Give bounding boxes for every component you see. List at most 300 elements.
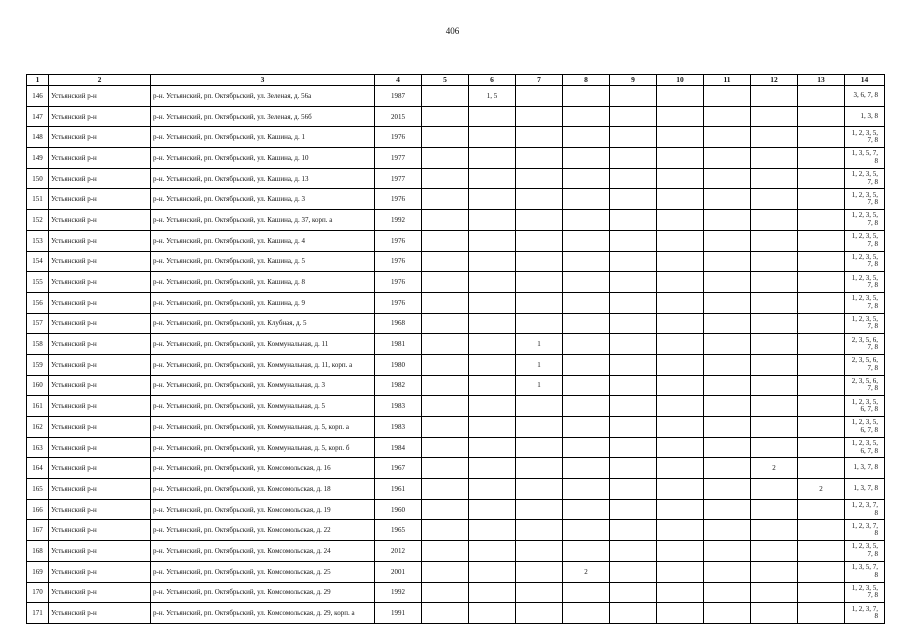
table-cell-col-9 xyxy=(610,396,657,417)
table-cell-col-11 xyxy=(704,168,751,189)
table-row xyxy=(27,106,885,127)
table-cell-col-9 xyxy=(610,458,657,479)
table-cell-col-5 xyxy=(422,582,469,603)
table-cell-col-3: р-н. Устьянский, рп. Октябрьский, ул. Кашина, д. 3 xyxy=(151,189,375,210)
table-cell-col-4: 1992 xyxy=(375,582,422,603)
table-cell-col-6: 1, 5 xyxy=(469,86,516,107)
table-cell-col-12 xyxy=(751,168,798,189)
table-cell-col-10 xyxy=(657,417,704,438)
table-cell-col-9 xyxy=(610,437,657,458)
table-cell-col-13 xyxy=(798,603,845,624)
table-cell-col-11 xyxy=(704,396,751,417)
table-cell-col-8 xyxy=(563,541,610,562)
table-cell-col-6 xyxy=(469,396,516,417)
table-cell-col-7 xyxy=(516,520,563,541)
table-cell-col-1: 171 xyxy=(27,603,49,624)
table-row xyxy=(27,86,885,107)
table-row xyxy=(27,354,885,375)
table-row xyxy=(27,292,885,313)
column-header-11: 11 xyxy=(704,75,751,86)
table-cell-col-2: Устьянский р-н xyxy=(49,417,151,438)
table-cell-col-2: Устьянский р-н xyxy=(49,354,151,375)
table-cell-col-11 xyxy=(704,582,751,603)
column-header-1: 1 xyxy=(27,75,49,86)
table-cell-col-13 xyxy=(798,437,845,458)
column-header-14: 14 xyxy=(845,75,885,86)
table-cell-col-1: 156 xyxy=(27,292,49,313)
table-cell-col-1: 151 xyxy=(27,189,49,210)
table-cell-col-1: 170 xyxy=(27,582,49,603)
table-cell-col-5 xyxy=(422,334,469,355)
table-cell-col-12 xyxy=(751,210,798,231)
table-cell-col-10 xyxy=(657,582,704,603)
table-cell-col-8 xyxy=(563,396,610,417)
table-cell-col-7 xyxy=(516,127,563,148)
table-cell-col-10 xyxy=(657,354,704,375)
table-cell-col-5 xyxy=(422,127,469,148)
table-cell-col-5 xyxy=(422,458,469,479)
table-cell-col-13 xyxy=(798,230,845,251)
column-header-9: 9 xyxy=(610,75,657,86)
table-cell-col-4: 1984 xyxy=(375,437,422,458)
table-cell-col-9 xyxy=(610,210,657,231)
table-cell-col-2: Устьянский р-н xyxy=(49,603,151,624)
table-cell-col-1: 147 xyxy=(27,106,49,127)
table-cell-col-9 xyxy=(610,168,657,189)
table-cell-col-10 xyxy=(657,561,704,582)
table-cell-col-11 xyxy=(704,272,751,293)
table-cell-col-1: 155 xyxy=(27,272,49,293)
table-cell-col-9 xyxy=(610,148,657,169)
table-cell-col-11 xyxy=(704,479,751,500)
table-cell-col-1: 153 xyxy=(27,230,49,251)
table-row xyxy=(27,520,885,541)
table-cell-col-14: 1, 2, 3, 5, 7, 8 xyxy=(845,272,885,293)
table-cell-col-13 xyxy=(798,148,845,169)
table-cell-col-12 xyxy=(751,189,798,210)
table-cell-col-5 xyxy=(422,396,469,417)
table-cell-col-7: 1 xyxy=(516,354,563,375)
table-cell-col-7 xyxy=(516,292,563,313)
table-row xyxy=(27,375,885,396)
table-cell-col-3: р-н. Устьянский, рп. Октябрьский, ул. Комсомольская, д. 29, корп. а xyxy=(151,603,375,624)
table-cell-col-3: р-н. Устьянский, рп. Октябрьский, ул. Комсомольская, д. 29 xyxy=(151,582,375,603)
table-cell-col-9 xyxy=(610,541,657,562)
table-cell-col-12 xyxy=(751,582,798,603)
table-cell-col-14: 1, 2, 3, 5, 7, 8 xyxy=(845,541,885,562)
table-row xyxy=(27,479,885,500)
table-cell-col-14: 1, 2, 3, 5, 6, 7, 8 xyxy=(845,437,885,458)
table-cell-col-3: р-н. Устьянский, рп. Октябрьский, ул. Комсомольская, д. 19 xyxy=(151,499,375,520)
table-cell-col-13 xyxy=(798,168,845,189)
column-header-13: 13 xyxy=(798,75,845,86)
table-cell-col-10 xyxy=(657,458,704,479)
table-cell-col-2: Устьянский р-н xyxy=(49,230,151,251)
table-cell-col-4: 2012 xyxy=(375,541,422,562)
table-cell-col-5 xyxy=(422,499,469,520)
table-cell-col-4: 1983 xyxy=(375,417,422,438)
table-cell-col-2: Устьянский р-н xyxy=(49,561,151,582)
table-cell-col-12 xyxy=(751,334,798,355)
table-cell-col-12 xyxy=(751,437,798,458)
table-cell-col-9 xyxy=(610,86,657,107)
column-header-5: 5 xyxy=(422,75,469,86)
table-cell-col-13 xyxy=(798,458,845,479)
table-cell-col-2: Устьянский р-н xyxy=(49,210,151,231)
table-cell-col-6 xyxy=(469,582,516,603)
table-cell-col-6 xyxy=(469,458,516,479)
table-cell-col-3: р-н. Устьянский, рп. Октябрьский, ул. Коммунальная, д. 5 xyxy=(151,396,375,417)
column-header-7: 7 xyxy=(516,75,563,86)
table-cell-col-7: 1 xyxy=(516,334,563,355)
table-cell-col-10 xyxy=(657,189,704,210)
table-cell-col-12 xyxy=(751,106,798,127)
table-cell-col-5 xyxy=(422,313,469,334)
table-cell-col-12 xyxy=(751,417,798,438)
table-cell-col-7 xyxy=(516,396,563,417)
table-cell-col-3: р-н. Устьянский, рп. Октябрьский, ул. Коммунальная, д. 5, корп. б xyxy=(151,437,375,458)
table-cell-col-6 xyxy=(469,479,516,500)
table-cell-col-5 xyxy=(422,479,469,500)
table-cell-col-1: 157 xyxy=(27,313,49,334)
table-cell-col-10 xyxy=(657,499,704,520)
table-cell-col-8 xyxy=(563,479,610,500)
column-header-4: 4 xyxy=(375,75,422,86)
column-header-12: 12 xyxy=(751,75,798,86)
table-cell-col-7 xyxy=(516,272,563,293)
table-cell-col-11 xyxy=(704,189,751,210)
table-cell-col-14: 1, 2, 3, 7, 8 xyxy=(845,499,885,520)
table-cell-col-1: 152 xyxy=(27,210,49,231)
table-cell-col-7 xyxy=(516,168,563,189)
table-cell-col-8: 2 xyxy=(563,561,610,582)
table-cell-col-4: 1981 xyxy=(375,334,422,355)
column-header-3: 3 xyxy=(151,75,375,86)
table-cell-col-2: Устьянский р-н xyxy=(49,334,151,355)
table-cell-col-10 xyxy=(657,230,704,251)
table-cell-col-13 xyxy=(798,106,845,127)
table-cell-col-10 xyxy=(657,334,704,355)
table-cell-col-8 xyxy=(563,334,610,355)
table-row xyxy=(27,168,885,189)
table-cell-col-2: Устьянский р-н xyxy=(49,148,151,169)
table-cell-col-5 xyxy=(422,354,469,375)
table-cell-col-12 xyxy=(751,499,798,520)
table-cell-col-1: 158 xyxy=(27,334,49,355)
table-cell-col-13 xyxy=(798,582,845,603)
table-cell-col-7 xyxy=(516,458,563,479)
table-cell-col-4: 1976 xyxy=(375,292,422,313)
table-cell-col-14: 1, 2, 3, 7, 8 xyxy=(845,520,885,541)
table-cell-col-1: 166 xyxy=(27,499,49,520)
table-cell-col-10 xyxy=(657,272,704,293)
table-cell-col-1: 150 xyxy=(27,168,49,189)
table-cell-col-9 xyxy=(610,603,657,624)
table-cell-col-13 xyxy=(798,334,845,355)
table-cell-col-1: 146 xyxy=(27,86,49,107)
table-cell-col-9 xyxy=(610,520,657,541)
table-cell-col-6 xyxy=(469,292,516,313)
table-cell-col-2: Устьянский р-н xyxy=(49,251,151,272)
table-cell-col-10 xyxy=(657,148,704,169)
table-cell-col-1: 168 xyxy=(27,541,49,562)
table-cell-col-10 xyxy=(657,396,704,417)
table-cell-col-3: р-н. Устьянский, рп. Октябрьский, ул. Зеленая, д. 56б xyxy=(151,106,375,127)
table-cell-col-6 xyxy=(469,272,516,293)
table-cell-col-12 xyxy=(751,479,798,500)
table-cell-col-12 xyxy=(751,313,798,334)
table-cell-col-13 xyxy=(798,210,845,231)
table-cell-col-9 xyxy=(610,251,657,272)
table-cell-col-8 xyxy=(563,292,610,313)
table-cell-col-5 xyxy=(422,148,469,169)
table-cell-col-8 xyxy=(563,127,610,148)
table-cell-col-11 xyxy=(704,561,751,582)
table-cell-col-1: 163 xyxy=(27,437,49,458)
table-cell-col-14: 3, 6, 7, 8 xyxy=(845,86,885,107)
table-row xyxy=(27,561,885,582)
table-cell-col-9 xyxy=(610,499,657,520)
table-cell-col-2: Устьянский р-н xyxy=(49,168,151,189)
table-cell-col-5 xyxy=(422,230,469,251)
table-cell-col-8 xyxy=(563,499,610,520)
table-cell-col-11 xyxy=(704,458,751,479)
table-row xyxy=(27,334,885,355)
table-body xyxy=(27,86,885,624)
table-cell-col-4: 1982 xyxy=(375,375,422,396)
table-cell-col-14: 1, 2, 3, 5, 7, 8 xyxy=(845,582,885,603)
table-cell-col-5 xyxy=(422,520,469,541)
table-cell-col-4: 1976 xyxy=(375,272,422,293)
table-cell-col-14: 1, 2, 3, 5, 7, 8 xyxy=(845,168,885,189)
table-cell-col-3: р-н. Устьянский, рп. Октябрьский, ул. Комсомольская, д. 24 xyxy=(151,541,375,562)
table-cell-col-3: р-н. Устьянский, рп. Октябрьский, ул. Комсомольская, д. 16 xyxy=(151,458,375,479)
table-cell-col-4: 1961 xyxy=(375,479,422,500)
table-cell-col-7 xyxy=(516,582,563,603)
table-cell-col-3: р-н. Устьянский, рп. Октябрьский, ул. Кашина, д. 9 xyxy=(151,292,375,313)
table-cell-col-5 xyxy=(422,189,469,210)
table-cell-col-6 xyxy=(469,354,516,375)
table-cell-col-12 xyxy=(751,354,798,375)
table-cell-col-10 xyxy=(657,520,704,541)
table-cell-col-1: 149 xyxy=(27,148,49,169)
table-cell-col-2: Устьянский р-н xyxy=(49,520,151,541)
table-row xyxy=(27,148,885,169)
table-cell-col-2: Устьянский р-н xyxy=(49,127,151,148)
column-header-6: 6 xyxy=(469,75,516,86)
table-cell-col-5 xyxy=(422,417,469,438)
table-cell-col-7 xyxy=(516,230,563,251)
table-cell-col-13 xyxy=(798,375,845,396)
page-number: 406 xyxy=(445,26,460,36)
table-cell-col-3: р-н. Устьянский, рп. Октябрьский, ул. Кашина, д. 13 xyxy=(151,168,375,189)
table-cell-col-12 xyxy=(751,292,798,313)
table-cell-col-3: р-н. Устьянский, рп. Октябрьский, ул. Кашина, д. 4 xyxy=(151,230,375,251)
table-cell-col-5 xyxy=(422,168,469,189)
table-row xyxy=(27,189,885,210)
table-cell-col-12 xyxy=(751,230,798,251)
table-cell-col-4: 2015 xyxy=(375,106,422,127)
table-cell-col-14: 1, 3, 7, 8 xyxy=(845,458,885,479)
table-cell-col-12 xyxy=(751,272,798,293)
table-cell-col-14: 1, 2, 3, 5, 6, 7, 8 xyxy=(845,417,885,438)
table-row xyxy=(27,582,885,603)
table-cell-col-14: 1, 3, 5, 7, 8 xyxy=(845,148,885,169)
table-row xyxy=(27,272,885,293)
table-cell-col-2: Устьянский р-н xyxy=(49,437,151,458)
table-cell-col-7 xyxy=(516,210,563,231)
table-cell-col-3: р-н. Устьянский, рп. Октябрьский, ул. Комсомольская, д. 25 xyxy=(151,561,375,582)
table-cell-col-12 xyxy=(751,148,798,169)
table-cell-col-4: 1977 xyxy=(375,168,422,189)
table-cell-col-5 xyxy=(422,603,469,624)
table-cell-col-6 xyxy=(469,437,516,458)
table-cell-col-13 xyxy=(798,561,845,582)
table-cell-col-5 xyxy=(422,86,469,107)
table-cell-col-10 xyxy=(657,210,704,231)
table-cell-col-3: р-н. Устьянский, рп. Октябрьский, ул. Кашина, д. 37, корп. а xyxy=(151,210,375,231)
table-cell-col-2: Устьянский р-н xyxy=(49,541,151,562)
table-cell-col-11 xyxy=(704,148,751,169)
table-row xyxy=(27,417,885,438)
table-cell-col-9 xyxy=(610,561,657,582)
table-cell-col-1: 164 xyxy=(27,458,49,479)
table-cell-col-11 xyxy=(704,292,751,313)
table-cell-col-3: р-н. Устьянский, рп. Октябрьский, ул. Комсомольская, д. 18 xyxy=(151,479,375,500)
table-cell-col-9 xyxy=(610,334,657,355)
table-cell-col-9 xyxy=(610,417,657,438)
table-cell-col-10 xyxy=(657,541,704,562)
table-cell-col-10 xyxy=(657,603,704,624)
table-cell-col-9 xyxy=(610,127,657,148)
table-cell-col-7 xyxy=(516,541,563,562)
table-cell-col-10 xyxy=(657,106,704,127)
table-cell-col-13 xyxy=(798,417,845,438)
table-cell-col-4: 1992 xyxy=(375,210,422,231)
table-cell-col-14: 1, 2, 3, 5, 7, 8 xyxy=(845,127,885,148)
table-cell-col-1: 159 xyxy=(27,354,49,375)
table-cell-col-9 xyxy=(610,582,657,603)
table-cell-col-1: 148 xyxy=(27,127,49,148)
table-cell-col-12 xyxy=(751,520,798,541)
table-cell-col-14: 1, 2, 3, 5, 7, 8 xyxy=(845,230,885,251)
table-cell-col-7 xyxy=(516,106,563,127)
table-row xyxy=(27,396,885,417)
table-cell-col-5 xyxy=(422,541,469,562)
table-cell-col-6 xyxy=(469,313,516,334)
table-cell-col-4: 1980 xyxy=(375,354,422,375)
table-cell-col-14: 1, 2, 3, 5, 7, 8 xyxy=(845,292,885,313)
table-cell-col-10 xyxy=(657,479,704,500)
table-cell-col-2: Устьянский р-н xyxy=(49,479,151,500)
table-cell-col-5 xyxy=(422,106,469,127)
table-cell-col-13 xyxy=(798,127,845,148)
table-cell-col-7 xyxy=(516,86,563,107)
table-cell-col-8 xyxy=(563,582,610,603)
table-cell-col-14: 1, 3, 8 xyxy=(845,106,885,127)
table-cell-col-14: 2, 3, 5, 6, 7, 8 xyxy=(845,354,885,375)
table-cell-col-13 xyxy=(798,86,845,107)
table-cell-col-9 xyxy=(610,292,657,313)
table-cell-col-11 xyxy=(704,230,751,251)
table-cell-col-12 xyxy=(751,603,798,624)
table-cell-col-6 xyxy=(469,210,516,231)
table-cell-col-6 xyxy=(469,561,516,582)
table-cell-col-12 xyxy=(751,375,798,396)
table-cell-col-6 xyxy=(469,106,516,127)
table-cell-col-14: 1, 3, 7, 8 xyxy=(845,479,885,500)
table-cell-col-2: Устьянский р-н xyxy=(49,86,151,107)
table-cell-col-7 xyxy=(516,561,563,582)
table-cell-col-6 xyxy=(469,499,516,520)
table-cell-col-14: 1, 2, 3, 5, 7, 8 xyxy=(845,313,885,334)
table-cell-col-6 xyxy=(469,334,516,355)
table-cell-col-13 xyxy=(798,189,845,210)
table-cell-col-4: 1987 xyxy=(375,86,422,107)
table-cell-col-11 xyxy=(704,86,751,107)
table-cell-col-14: 1, 2, 3, 5, 7, 8 xyxy=(845,210,885,231)
table-cell-col-4: 1976 xyxy=(375,230,422,251)
table-cell-col-14: 1, 2, 3, 5, 6, 7, 8 xyxy=(845,396,885,417)
table-cell-col-10 xyxy=(657,437,704,458)
table-cell-col-13 xyxy=(798,541,845,562)
table-cell-col-8 xyxy=(563,230,610,251)
table-cell-col-7: 1 xyxy=(516,375,563,396)
table-cell-col-8 xyxy=(563,251,610,272)
table-cell-col-4: 1967 xyxy=(375,458,422,479)
table-cell-col-4: 2001 xyxy=(375,561,422,582)
table-row xyxy=(27,458,885,479)
table-cell-col-6 xyxy=(469,375,516,396)
table-cell-col-11 xyxy=(704,313,751,334)
table-cell-col-13 xyxy=(798,313,845,334)
table-cell-col-2: Устьянский р-н xyxy=(49,375,151,396)
table-cell-col-6 xyxy=(469,417,516,438)
table-cell-col-1: 161 xyxy=(27,396,49,417)
table-cell-col-10 xyxy=(657,168,704,189)
table-cell-col-5 xyxy=(422,437,469,458)
table-cell-col-6 xyxy=(469,230,516,251)
table-cell-col-8 xyxy=(563,210,610,231)
table-cell-col-11 xyxy=(704,603,751,624)
table-cell-col-2: Устьянский р-н xyxy=(49,189,151,210)
table-cell-col-14: 1, 3, 5, 7, 8 xyxy=(845,561,885,582)
table-cell-col-14: 2, 3, 5, 6, 7, 8 xyxy=(845,334,885,355)
table-cell-col-6 xyxy=(469,603,516,624)
table-cell-col-6 xyxy=(469,127,516,148)
table-cell-col-5 xyxy=(422,251,469,272)
table-cell-col-13 xyxy=(798,251,845,272)
table-cell-col-8 xyxy=(563,148,610,169)
table-cell-col-3: р-н. Устьянский, рп. Октябрьский, ул. Кашина, д. 8 xyxy=(151,272,375,293)
table-cell-col-8 xyxy=(563,375,610,396)
table-cell-col-5 xyxy=(422,210,469,231)
table-cell-col-2: Устьянский р-н xyxy=(49,396,151,417)
table-cell-col-13 xyxy=(798,499,845,520)
table-cell-col-9 xyxy=(610,479,657,500)
table-cell-col-12 xyxy=(751,127,798,148)
table-cell-col-13 xyxy=(798,272,845,293)
table-cell-col-13: 2 xyxy=(798,479,845,500)
table-cell-col-8 xyxy=(563,313,610,334)
table-cell-col-8 xyxy=(563,417,610,438)
column-header-10: 10 xyxy=(657,75,704,86)
table-cell-col-2: Устьянский р-н xyxy=(49,499,151,520)
table-cell-col-12 xyxy=(751,86,798,107)
table-cell-col-14: 1, 2, 3, 5, 7, 8 xyxy=(845,189,885,210)
table-cell-col-12 xyxy=(751,541,798,562)
table-row xyxy=(27,603,885,624)
